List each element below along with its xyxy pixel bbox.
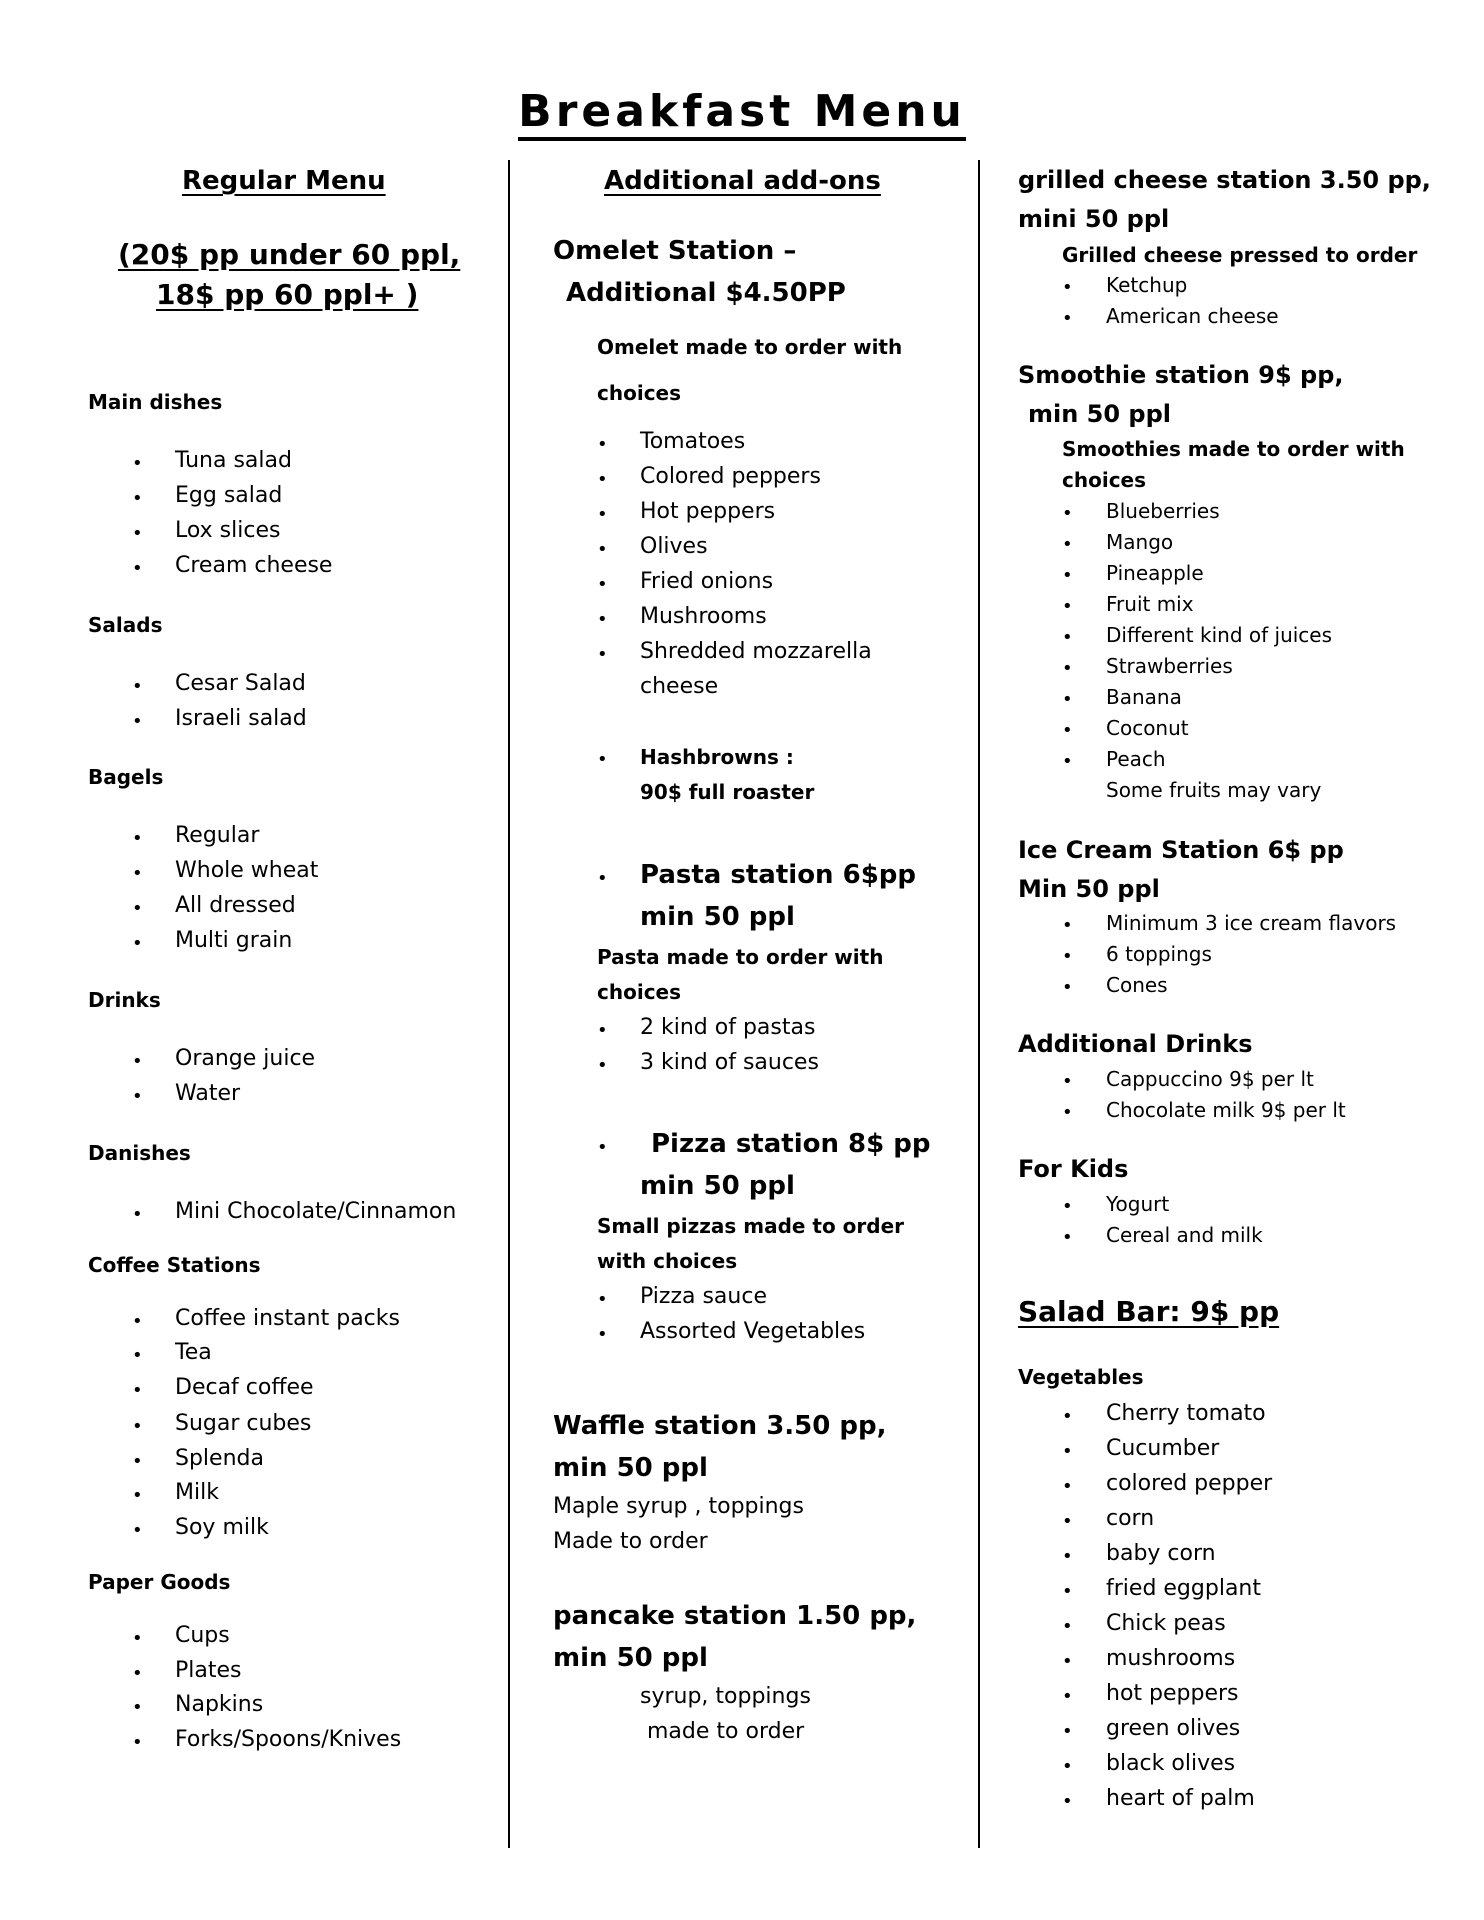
bullet-icon: • xyxy=(132,1628,143,1649)
pancake-title-line1: pancake station 1.50 pp, xyxy=(553,1601,917,1631)
list-item: green olives xyxy=(1106,1716,1241,1741)
bullet-icon: • xyxy=(1062,689,1073,710)
bullet-icon: • xyxy=(132,898,143,919)
bullet-icon: • xyxy=(597,434,608,455)
list-item: Cones xyxy=(1106,973,1168,997)
hashbrowns-line1: Hashbrowns : xyxy=(640,745,794,769)
salad-bar-title: Salad Bar: 9$ pp xyxy=(1018,1295,1280,1328)
list-item: black olives xyxy=(1106,1751,1236,1776)
pizza-title-line1: Pizza station 8$ pp xyxy=(651,1129,931,1159)
bullet-icon: • xyxy=(1062,1476,1073,1497)
list-item: Water xyxy=(175,1081,241,1106)
bullet-icon: • xyxy=(597,868,608,889)
bullet-icon: • xyxy=(1062,720,1073,741)
list-item: Sugar cubes xyxy=(175,1411,312,1436)
list-item: Strawberries xyxy=(1106,654,1233,678)
list-item: Napkins xyxy=(175,1692,264,1717)
list-item: Tea xyxy=(175,1340,212,1365)
omelet-desc-line2: choices xyxy=(597,381,682,405)
salad-bar-subtitle: Vegetables xyxy=(1018,1365,1144,1389)
list-item: Olives xyxy=(640,534,708,559)
list-item: Forks/Spoons/Knives xyxy=(175,1727,402,1752)
bullet-icon: • xyxy=(1062,1071,1073,1092)
pasta-title-line2: min 50 ppl xyxy=(640,902,795,932)
list-item: Milk xyxy=(175,1480,219,1505)
bullet-icon: • xyxy=(1062,1756,1073,1777)
bullet-icon: • xyxy=(1062,915,1073,936)
bullet-icon: • xyxy=(132,523,143,544)
omelet-title-line2: Additional $4.50PP xyxy=(566,278,846,308)
list-item: Colored peppers xyxy=(640,464,821,489)
pizza-desc-line2: with choices xyxy=(597,1249,738,1273)
pancake-desc-line2: made to order xyxy=(647,1719,805,1744)
bullet-icon: • xyxy=(1062,1511,1073,1532)
smoothie-desc-line2: choices xyxy=(1062,468,1147,492)
bullet-icon: • xyxy=(597,749,608,770)
bullet-icon: • xyxy=(597,574,608,595)
bullet-icon: • xyxy=(132,558,143,579)
column-divider-left xyxy=(508,160,510,1848)
bullet-icon: • xyxy=(1062,1102,1073,1123)
regular-menu-heading: Regular Menu xyxy=(182,166,386,196)
list-item: Fruit mix xyxy=(1106,592,1194,616)
bullet-icon: • xyxy=(597,609,608,630)
bullet-icon: • xyxy=(1062,1406,1073,1427)
bullet-icon: • xyxy=(132,1380,143,1401)
list-item: Cereal and milk xyxy=(1106,1223,1263,1247)
ice-cream-title-line1: Ice Cream Station 6$ pp xyxy=(1018,836,1344,864)
pancake-title-line2: min 50 ppl xyxy=(553,1643,708,1673)
list-item: Egg salad xyxy=(175,483,283,508)
list-item: Cherry tomato xyxy=(1106,1401,1266,1426)
bullet-icon: • xyxy=(132,676,143,697)
list-item: All dressed xyxy=(175,893,296,918)
list-item: Splenda xyxy=(175,1446,264,1471)
bullet-icon: • xyxy=(132,933,143,954)
bullet-icon: • xyxy=(1062,1791,1073,1812)
bullet-icon: • xyxy=(1062,627,1073,648)
section-title-salads: Salads xyxy=(88,613,163,637)
omelet-desc-line1: Omelet made to order with xyxy=(597,335,903,359)
bullet-icon: • xyxy=(597,1020,608,1041)
bullet-icon: • xyxy=(132,1311,143,1332)
list-item: 3 kind of sauces xyxy=(640,1050,819,1075)
bullet-icon: • xyxy=(1062,946,1073,967)
bullet-icon: • xyxy=(132,828,143,849)
waffle-desc-line1: Maple syrup , toppings xyxy=(553,1494,804,1519)
list-item: Ketchup xyxy=(1106,273,1188,297)
page-title-text: Breakfast Menu xyxy=(518,86,966,141)
list-item: Israeli salad xyxy=(175,706,307,731)
list-item: corn xyxy=(1106,1506,1155,1531)
list-item: Cesar Salad xyxy=(175,671,306,696)
list-item: baby corn xyxy=(1106,1541,1216,1566)
list-item: heart of palm xyxy=(1106,1786,1255,1811)
bullet-icon: • xyxy=(597,504,608,525)
smoothie-title-line2: min 50 ppl xyxy=(1028,400,1172,428)
additional-drinks-title: Additional Drinks xyxy=(1018,1030,1253,1058)
regular-menu-price-line1: (20$ pp under 60 ppl, xyxy=(118,238,461,271)
list-item: Pizza sauce xyxy=(640,1284,767,1309)
list-item: Mini Chocolate/Cinnamon xyxy=(175,1199,457,1224)
ice-cream-title-line2: Min 50 ppl xyxy=(1018,875,1160,903)
bullet-icon: • xyxy=(132,453,143,474)
bullet-icon: • xyxy=(1062,503,1073,524)
bullet-icon: • xyxy=(132,1204,143,1225)
list-item: Peach xyxy=(1106,747,1166,771)
grilled-cheese-title-line1: grilled cheese station 3.50 pp, xyxy=(1018,166,1431,194)
bullet-icon: • xyxy=(1062,565,1073,586)
list-item: fried eggplant xyxy=(1106,1576,1261,1601)
bullet-icon: • xyxy=(1062,277,1073,298)
bullet-icon: • xyxy=(132,1485,143,1506)
list-item: Soy milk xyxy=(175,1515,269,1540)
grilled-cheese-desc: Grilled cheese pressed to order xyxy=(1062,243,1418,267)
section-title-main-dishes: Main dishes xyxy=(88,390,223,414)
list-item: colored pepper xyxy=(1106,1471,1273,1496)
list-item: Banana xyxy=(1106,685,1182,709)
list-item: Hot peppers xyxy=(640,499,776,524)
list-item: Shredded mozzarella xyxy=(640,639,872,664)
list-item: Mushrooms xyxy=(640,604,767,629)
list-item: Chocolate milk 9$ per lt xyxy=(1106,1098,1346,1122)
list-item: Cucumber xyxy=(1106,1436,1220,1461)
section-title-bagels: Bagels xyxy=(88,765,164,789)
list-item: American cheese xyxy=(1106,304,1279,328)
bullet-icon: • xyxy=(132,1416,143,1437)
list-item: mushrooms xyxy=(1106,1646,1236,1671)
list-item: Different kind of juices xyxy=(1106,623,1333,647)
list-item: Tuna salad xyxy=(175,448,292,473)
section-title-drinks: Drinks xyxy=(88,988,161,1012)
bullet-icon: • xyxy=(597,644,608,665)
list-item: Pineapple xyxy=(1106,561,1204,585)
bullet-icon: • xyxy=(132,1051,143,1072)
grilled-cheese-title-line2: mini 50 ppl xyxy=(1018,205,1170,233)
pasta-desc-line1: Pasta made to order with xyxy=(597,945,884,969)
bullet-icon: • xyxy=(1062,534,1073,555)
section-title-paper-goods: Paper Goods xyxy=(88,1570,231,1594)
bullet-icon: • xyxy=(1062,658,1073,679)
list-item: Decaf coffee xyxy=(175,1375,314,1400)
pasta-title-line1: Pasta station 6$pp xyxy=(640,860,917,890)
list-item: Whole wheat xyxy=(175,858,319,883)
list-item: Mango xyxy=(1106,530,1174,554)
list-item: Cups xyxy=(175,1623,230,1648)
list-item: Regular xyxy=(175,823,260,848)
bullet-icon: • xyxy=(132,1451,143,1472)
list-item: Orange juice xyxy=(175,1046,316,1071)
bullet-icon: • xyxy=(132,711,143,732)
list-item: Coconut xyxy=(1106,716,1189,740)
bullet-icon: • xyxy=(1062,1546,1073,1567)
list-item: Chick peas xyxy=(1106,1611,1226,1636)
waffle-title-line2: min 50 ppl xyxy=(553,1453,708,1483)
for-kids-title: For Kids xyxy=(1018,1155,1129,1183)
list-item: Tomatoes xyxy=(640,429,746,454)
section-title-danishes: Danishes xyxy=(88,1141,191,1165)
smoothie-note: Some fruits may vary xyxy=(1106,778,1322,802)
list-item: Yogurt xyxy=(1106,1192,1170,1216)
list-item: Cappuccino 9$ per lt xyxy=(1106,1067,1314,1091)
bullet-icon: • xyxy=(1062,1227,1073,1248)
bullet-icon: • xyxy=(597,1289,608,1310)
section-title-coffee-stations: Coffee Stations xyxy=(88,1253,261,1277)
list-item: Coffee instant packs xyxy=(175,1306,400,1331)
bullet-icon: • xyxy=(1062,1651,1073,1672)
bullet-icon: • xyxy=(132,863,143,884)
bullet-icon: • xyxy=(1062,1616,1073,1637)
pancake-desc-line1: syrup, toppings xyxy=(640,1684,811,1709)
bullet-icon: • xyxy=(1062,308,1073,329)
list-item: Blueberries xyxy=(1106,499,1220,523)
bullet-icon: • xyxy=(597,1055,608,1076)
hashbrowns-line2: 90$ full roaster xyxy=(640,780,815,804)
bullet-icon: • xyxy=(597,1324,608,1345)
page-title xyxy=(0,86,1484,137)
pizza-desc-line1: Small pizzas made to order xyxy=(597,1214,905,1238)
list-item: Cream cheese xyxy=(175,553,333,578)
pasta-desc-line2: choices xyxy=(597,980,682,1004)
regular-menu-price-line2: 18$ pp 60 ppl+ ) xyxy=(156,278,419,311)
bullet-icon: • xyxy=(1062,1686,1073,1707)
bullet-icon: • xyxy=(1062,1721,1073,1742)
add-ons-heading: Additional add-ons xyxy=(604,166,881,196)
pizza-title-line2: min 50 ppl xyxy=(640,1171,795,1201)
list-item: 6 toppings xyxy=(1106,942,1212,966)
bullet-icon: • xyxy=(1062,596,1073,617)
bullet-icon: • xyxy=(132,1732,143,1753)
waffle-title-line1: Waffle station 3.50 pp, xyxy=(553,1411,887,1441)
column-divider-right xyxy=(978,160,980,1848)
bullet-icon: • xyxy=(132,1345,143,1366)
bullet-icon: • xyxy=(132,1663,143,1684)
list-item: Multi grain xyxy=(175,928,293,953)
smoothie-title-line1: Smoothie station 9$ pp, xyxy=(1018,361,1344,389)
bullet-icon: • xyxy=(1062,1196,1073,1217)
bullet-icon: • xyxy=(1062,1581,1073,1602)
omelet-title-line1: Omelet Station – xyxy=(553,236,797,266)
bullet-icon: • xyxy=(132,1086,143,1107)
bullet-icon: • xyxy=(597,469,608,490)
bullet-icon: • xyxy=(597,539,608,560)
bullet-icon: • xyxy=(132,1697,143,1718)
list-item: Assorted Vegetables xyxy=(640,1319,866,1344)
waffle-desc-line2: Made to order xyxy=(553,1529,708,1554)
bullet-icon: • xyxy=(1062,977,1073,998)
bullet-icon: • xyxy=(597,1137,608,1158)
list-item: Lox slices xyxy=(175,518,281,543)
list-item-continuation: cheese xyxy=(640,674,719,699)
list-item: Minimum 3 ice cream flavors xyxy=(1106,911,1397,935)
list-item: hot peppers xyxy=(1106,1681,1239,1706)
list-item: Plates xyxy=(175,1658,242,1683)
bullet-icon: • xyxy=(132,488,143,509)
bullet-icon: • xyxy=(1062,751,1073,772)
bullet-icon: • xyxy=(1062,1441,1073,1462)
list-item: 2 kind of pastas xyxy=(640,1015,816,1040)
list-item: Fried onions xyxy=(640,569,774,594)
smoothie-desc-line1: Smoothies made to order with xyxy=(1062,437,1405,461)
bullet-icon: • xyxy=(132,1520,143,1541)
